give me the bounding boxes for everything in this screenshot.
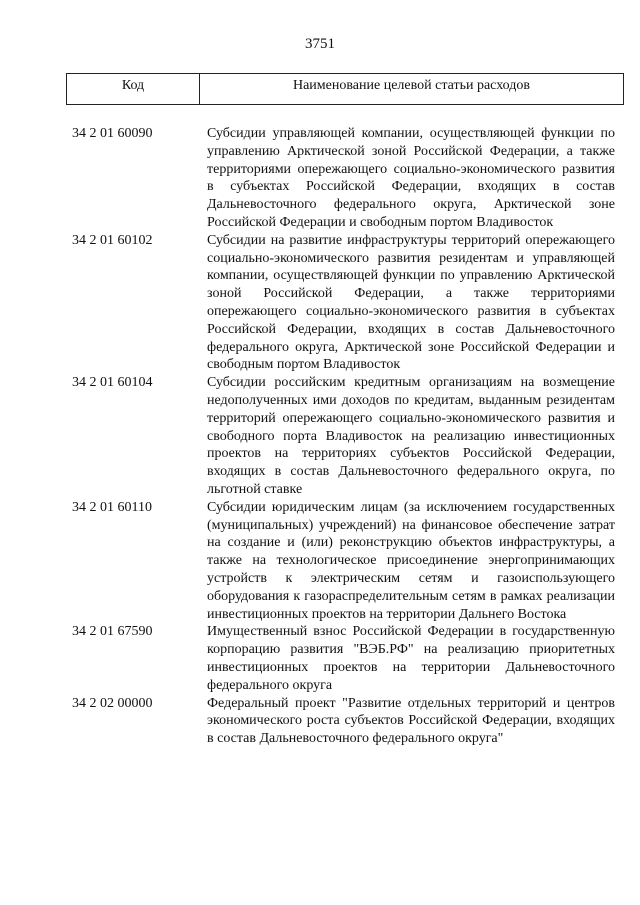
- row-code: 34 2 01 67590: [72, 624, 153, 640]
- row-code: 34 2 01 60102: [72, 232, 153, 248]
- table-row: [0, 499, 640, 624]
- row-name: Субсидии управляющей компании, осуществляющей функции по управлению Арктической зоной Российской Федерации, а также территориями опережающего социально-экономического развития в субъектах Российской Федерации, входящих в состав Дальневосточного федерального округа, Арктической зоне Российской Федерации и свободным портом Владивосток: [207, 126, 615, 230]
- row-code: 34 2 01 60090: [72, 126, 153, 141]
- row-name: Федеральный проект "Развитие отдельных территорий и центров экономического роста субъектов Российской Федерации, входящих в состав Дальневосточного федерального округа": [207, 695, 615, 747]
- row-name: Субсидии российским кредитным организациям на возмещение недополученных ими доходов по кредитам, выданным резидентам территорий опережающего социально-экономического развития и свободного порта Владивосток на реализацию инвестиционных проектов на территориях субъектов Российской Федерации, входящих в состав Дальневосточного федерального округа, по льготной ставке: [207, 375, 615, 497]
- table-row: [0, 232, 640, 374]
- page-number: 3751: [305, 36, 335, 52]
- table-body: [0, 125, 640, 748]
- row-code: 34 2 01 60104: [72, 375, 153, 391]
- table-row: [0, 695, 640, 748]
- table-row: [0, 623, 640, 694]
- row-name: Субсидии на развитие инфраструктуры территорий опережающего социально-экономического развития резидентам и управляющей компании, осуществляющей функции по управлению Арктической зоной Российской Федерации, а также территориями опережающего социально-экономического развития в субъектах Российской Федерации, входящих в состав Дальневосточного федерального округа, Арктической зоне Российской Федерации и свободным портом Владивосток: [207, 232, 615, 373]
- row-code: 34 2 01 60110: [72, 499, 152, 515]
- header-name-label: Наименование целевой статьи расходов: [292, 78, 531, 93]
- row-code: 34 2 02 00000: [72, 695, 153, 711]
- row-name: Имущественный взнос Российской Федерации в государственную корпорацию развития "ВЭБ.РФ" на реализацию приоритетных инвестиционных проектов на территории Дальневосточного федерального округа: [207, 624, 615, 693]
- header-code-label: Код: [67, 74, 200, 104]
- table-row: [0, 374, 640, 499]
- table-row: [0, 125, 640, 232]
- row-name: Субсидии юридическим лицам (за исключением государственных (муниципальных) учреждений) на финансовое обеспечение затрат на создание и (или) реконструкцию объектов инфраструктуры, а также на технологическое присоединение энергопринимающих устройств к электрическим сетям и газоиспользующего оборудования к газораспределительным сетям в рамках реализации инвестиционных проектов на территории Дальнего Востока: [207, 499, 615, 622]
- table-header: [66, 73, 624, 105]
